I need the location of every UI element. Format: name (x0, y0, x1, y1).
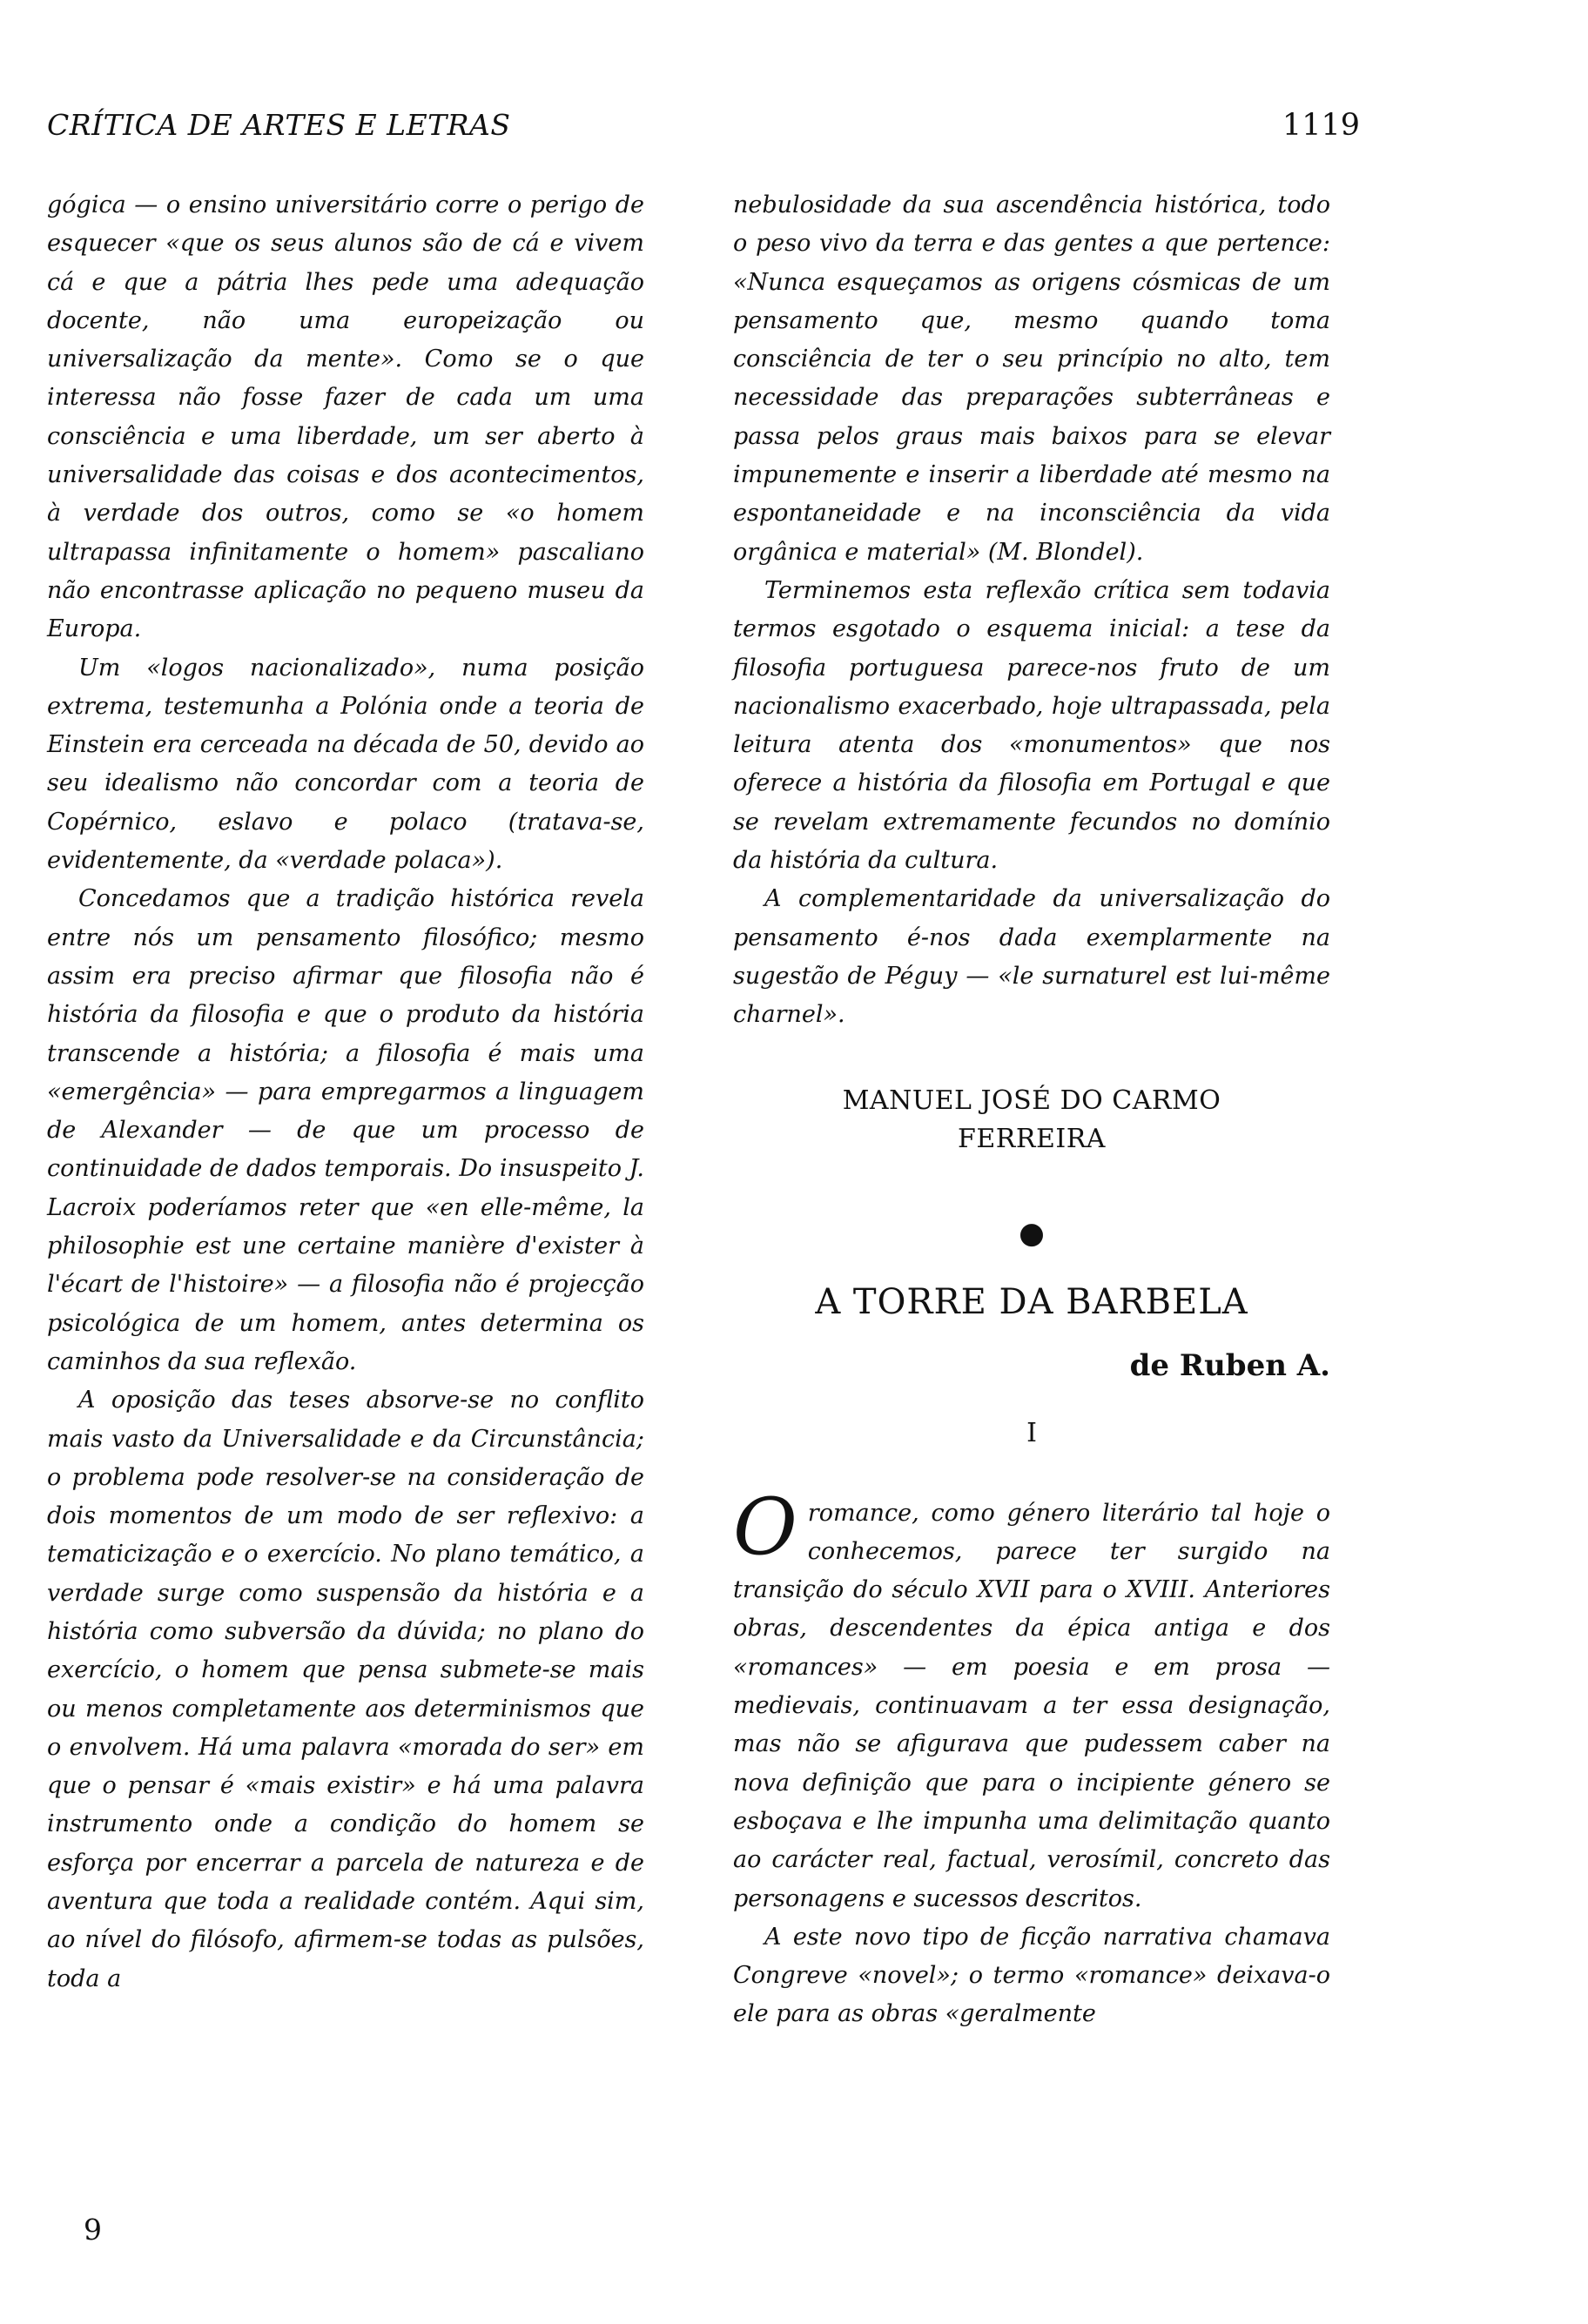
author-name-line1: MANUEL JOSÉ DO CARMO (842, 1085, 1221, 1116)
paragraph: Concedamos que a tradição histórica revela entre nós um pensamento filosófico; mesmo assim era preciso afirmar que filosofia não é história da filosofia e que o produto da história transcende a história; a filosofia é mais uma «emergência» — para empregarmos a linguagem de Alexander — de que um processo de continuidade de dados temporais. Do insuspeito J. Lacroix poderíamos reter que «en elle-même, la philosophie est une certaine manière d'exister à l'écart de l'histoire» — a filosofia não é projecção psicológica de um homem, antes determina os caminhos da sua reflexão. (47, 885, 644, 1375)
section-bullet-icon: ● (1019, 1215, 1045, 1251)
paragraph: Um «logos nacionalizado», numa posição extrema, testemunha a Polónia onde a teoria de Einstein era cerceada na década de 50, devido ao seu idealismo não concordar com a teoria de Copérnico, eslavo e polaco (tratava-se, evidentemente, da «verdade polaca»). (47, 654, 644, 875)
author-name-line2: FERREIRA (958, 1123, 1106, 1154)
paragraph: gógica — o ensino universitário corre o perigo de esquecer «que os seus alunos são de cá e vivem cá e que a pátria lhes pede uma adequação docente, não uma europeização ou universalização da mente». Como se o que interessa não fosse fazer de cada um uma consciência e uma liberdade, um ser aberto à universalidade das coisas e dos acontecimentos, à verdade dos outros, como se «o homem ultrapassa infinitamente o homem» pascaliano não encontrasse aplicação no pequeno museu da Europa. (47, 191, 644, 643)
paragraph (733, 1481, 1330, 1918)
right-column (733, 186, 1330, 2034)
paragraph: A este novo tipo de ficção narrativa chamava Congreve «novel»; o termo «romance» deixava-o ele para as obras «geralmente (733, 1923, 1330, 2028)
page-number-bottom: 9 (84, 2213, 102, 2247)
drop-cap: O (733, 1481, 797, 1573)
paragraph-text: romance, como género literário tal hoje o conhecemos, parece ter surgido na transição do século XVII para o XVIII. Anteriores obras, descendentes da épica antiga e dos «romances» — em poesia e em prosa — medievais, continuavam a ter essa designação, mas não se afigurava que pudessem caber na nova definição que para o incipiente género se esboçava e lhe impunha uma delimitação quanto ao carácter real, factual, verosímil, concreto das personagens e sucessos descritos. (733, 1499, 1330, 1912)
paragraph: Terminemos esta reflexão crítica sem todavia termos esgotado o esquema inicial: a tese da filosofia portuguesa parece-nos fruto de um nacionalismo exacerbado, hoje ultrapassada, pela leitura atenta dos «monumentos» que nos oferece a história da filosofia em Portugal e que se revelam extremamente fecundos no domínio da história da cultura. (733, 576, 1330, 875)
paragraph: A oposição das teses absorve-se no conflito mais vasto da Universalidade e da Circunstância; o problema pode resolver-se na consideração de dois momentos de um modo de ser reflexivo: a tematicização e o exercício. No plano temático, a verdade surge como suspensão da história e a história como subversão da dúvida; no plano do exercício, o homem que pensa submete-se mais ou menos completamente aos determinismos que o envolvem. Há uma palavra «morada do ser» em que o pensar é «mais existir» e há uma palavra instrumento onde a condição do homem se esforça por encerrar a parcela de natureza e de aventura que toda a realidade contém. Aqui sim, ao nível do filósofo, afirmem-se todas as pulsões, toda a (47, 1387, 644, 1992)
article-title: A TORRE DA BARBELA (815, 1281, 1248, 1322)
paragraph: nebulosidade da sua ascendência histórica, todo o peso vivo da terra e das gentes a que pertence: «Nunca esqueçamos as origens cósmicas de um pensamento que, mesmo quando toma consciência de ter o seu princípio no alto, tem necessidade das preparações subterrâneas e passa pelos graus mais baixos para se elevar impunemente e inserir a liberdade até mesmo na espontaneidade e na inconsciência da vida orgânica e material» (M. Blondel). (733, 191, 1330, 566)
author-signature (733, 1082, 1330, 1159)
article-byline: de Ruben A. (1129, 1347, 1330, 1383)
paragraph: A complementaridade da universalização do pensamento é-nos dada exemplarmente na sugestão de Péguy — «le surnaturel est lui-même charnel». (733, 885, 1330, 1029)
running-title: CRÍTICA DE ARTES E LETRAS (47, 108, 511, 142)
left-column (47, 186, 644, 1998)
section-numeral: I (1026, 1417, 1037, 1448)
page-number-top: 1119 (1282, 108, 1360, 143)
